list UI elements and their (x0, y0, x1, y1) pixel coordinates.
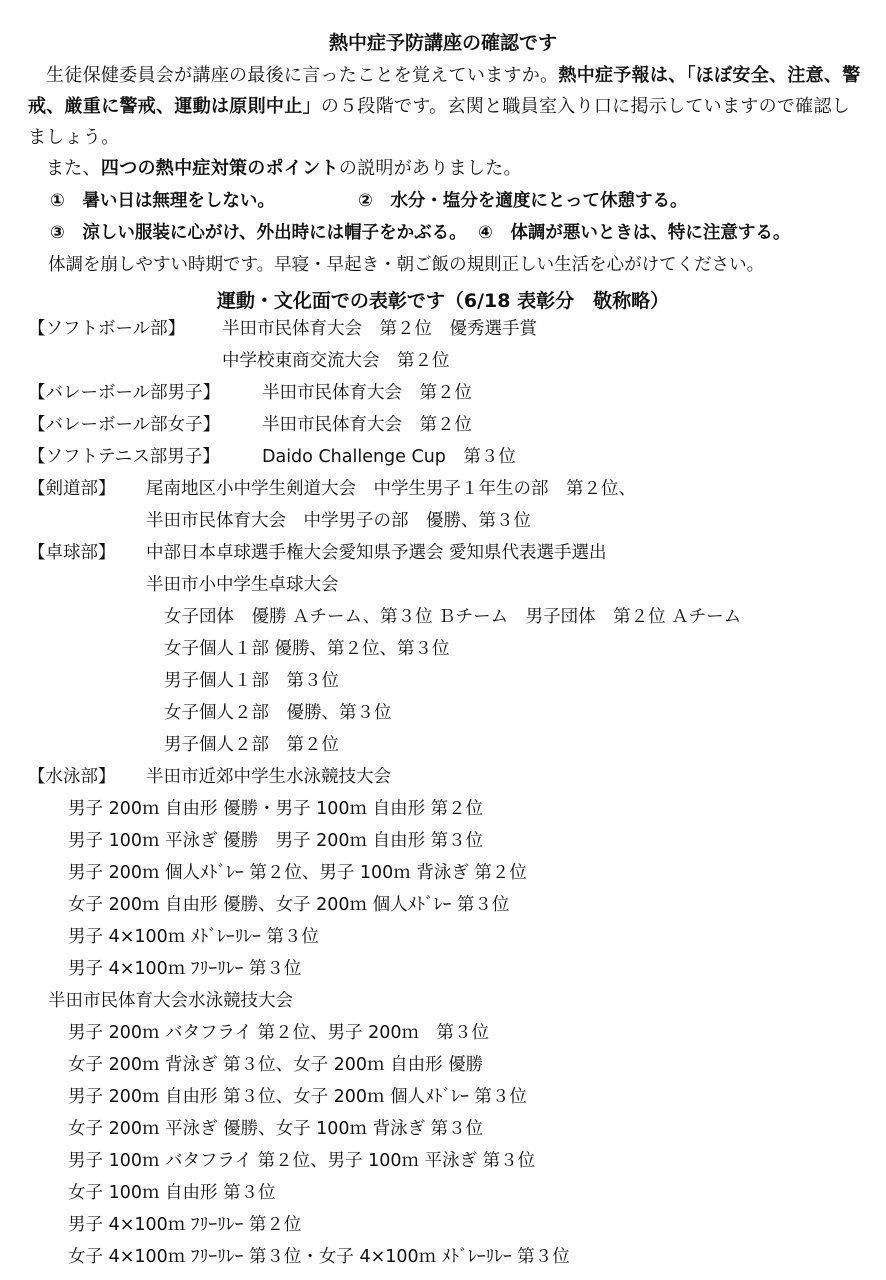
award-line: 女子個人１部 優勝、第２位、第３位 (164, 639, 450, 659)
heat-point-4: ④ 体調が悪いときは、特に注意する。 (478, 223, 791, 243)
award-line: 半田市民体育大会 第２位 (262, 383, 472, 403)
club-volleyball-boys: 【バレーボール部男子】 (28, 383, 221, 403)
heat-paragraph (28, 60, 868, 153)
heat-point-1: ① 暑い日は無理をしない。 (50, 191, 275, 211)
heat-paragraph-note: の５段階です。玄関と職員室入り口に掲示していますので確認しましょう。 (28, 96, 851, 148)
award-line: 男子 4×100ｍ ﾌﾘｰﾘﾚｰ 第３位 (68, 959, 302, 979)
award-line: 半田市近郊中学生水泳競技大会 (146, 767, 391, 787)
award-line: 半田市小中学生卓球大会 (146, 575, 339, 595)
heat-paragraph-intro: 生徒保健委員会が講座の最後に言ったことを覚えていますか。 (46, 65, 559, 86)
award-line: 男子 4×100ｍ ﾒﾄﾞﾚｰﾘﾚｰ 第３位 (68, 927, 319, 947)
club-softball: 【ソフトボール部】 (28, 319, 186, 339)
club-soft-tennis-boys: 【ソフトテニス部男子】 (28, 447, 220, 467)
award-line: 男子個人２部 第２位 (164, 735, 339, 755)
award-line: 男子 200ｍ 個人ﾒﾄﾞﾚｰ 第２位、男子 100ｍ 背泳ぎ 第２位 (68, 863, 527, 883)
award-line: 男子 4×100ｍ ﾌﾘｰﾘﾚｰ 第２位 (68, 1215, 302, 1235)
award-line: 男子 200ｍ 自由形 優勝・男子 100ｍ 自由形 第２位 (68, 799, 484, 819)
award-line: 中学校東商交流大会 第２位 (222, 351, 450, 371)
award-line: Daido Challenge Cup 第３位 (262, 447, 516, 467)
award-line: 尾南地区小中学生剣道大会 中学生男子１年生の部 第２位、 (146, 479, 636, 499)
award-line: 男子 100ｍ 平泳ぎ 優勝 男子 200ｍ 自由形 第３位 (68, 831, 484, 851)
points-intro-a: また、 (46, 158, 101, 179)
heat-point-3: ③ 涼しい服装に心がけ、外出時には帽子をかぶる。 (50, 223, 467, 243)
award-line: 半田市民体育大会 第２位 優秀選手賞 (222, 319, 537, 339)
award-line: 女子個人２部 優勝、第３位 (164, 703, 392, 723)
award-event-heading: 半田市民体育大会水泳競技大会 (48, 991, 293, 1011)
award-line: 女子 100ｍ 自由形 第３位 (68, 1183, 276, 1203)
heat-closing: 体調を崩しやすい時期です。早寝・早起き・朝ご飯の規則正しい生活を心がけてください。 (48, 255, 765, 275)
award-line: 女子団体 優勝 Ａチーム、第３位 Ｂチーム 男子団体 第２位 Ａチーム (164, 607, 742, 627)
award-line: 女子 4×100ｍ ﾌﾘｰﾘﾚｰ 第３位・女子 4×100ｍ ﾒﾄﾞﾚｰﾘﾚｰ 第３位 (68, 1247, 570, 1267)
award-line: 女子 200ｍ 平泳ぎ 優勝、女子 100ｍ 背泳ぎ 第３位 (68, 1119, 484, 1139)
heat-points-intro (28, 153, 868, 184)
points-intro-c: の説明がありました。 (338, 158, 522, 179)
points-intro-bold: 四つの熱中症対策のポイント (100, 158, 339, 179)
heat-section-title: 熱中症予防講座の確認です (328, 32, 557, 54)
heat-point-2: ② 水分・塩分を適度にとって休憩する。 (358, 191, 688, 211)
award-line: 男子 200ｍ 自由形 第３位、女子 200ｍ 個人ﾒﾄﾞﾚｰ 第３位 (68, 1087, 527, 1107)
awards-section-title: 運動・文化面での表彰です（6/18 表彰分 敬称略） (216, 290, 670, 312)
award-line: 女子 200ｍ 自由形 優勝、女子 200ｍ 個人ﾒﾄﾞﾚｰ 第３位 (68, 895, 510, 915)
award-line: 半田市民体育大会 中学男子の部 優勝、第３位 (146, 511, 531, 531)
club-swimming: 【水泳部】 (28, 767, 116, 787)
award-line: 半田市民体育大会 第２位 (262, 415, 472, 435)
award-line: 男子 100ｍ バタフライ 第２位、男子 100ｍ 平泳ぎ 第３位 (68, 1151, 536, 1171)
award-line: 男子 200ｍ バタフライ 第２位、男子 200ｍ 第３位 (68, 1023, 490, 1043)
club-volleyball-girls: 【バレーボール部女子】 (28, 415, 221, 435)
award-line: 中部日本卓球選手権大会愛知県予選会 愛知県代表選手選出 (146, 543, 607, 563)
club-kendo: 【剣道部】 (28, 479, 116, 499)
award-line: 男子個人１部 第３位 (164, 671, 339, 691)
club-table-tennis: 【卓球部】 (28, 543, 116, 563)
heat-forecast-levels: 熱中症予報は、「ほぼ安全、注意、警戒、厳重に警戒、運動は原則中止」 (28, 65, 861, 117)
award-line: 女子 200ｍ 背泳ぎ 第３位、女子 200ｍ 自由形 優勝 (68, 1055, 484, 1075)
